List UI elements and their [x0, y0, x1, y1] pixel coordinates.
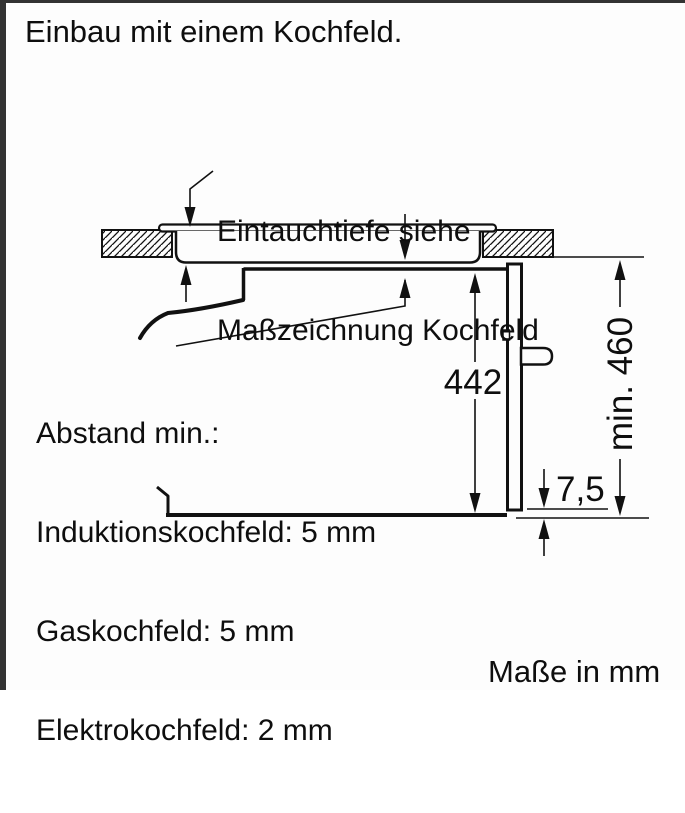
- dimension-label-442: 442: [443, 363, 503, 402]
- clearance-item-gas: Gaskochfeld: 5 mm: [36, 615, 295, 648]
- immersion-note-line1: Eintauchtiefe siehe: [217, 215, 471, 248]
- units-note: Maße in mm: [488, 654, 661, 689]
- worktop-left-section: [102, 230, 172, 257]
- clearance-title: Abstand min.:: [36, 417, 220, 450]
- dimension-label-7-5: 7,5: [556, 470, 605, 509]
- clearance-item-induction: Induktionskochfeld: 5 mm: [36, 516, 377, 549]
- clearance-note: [36, 351, 376, 813]
- immersion-note-line2: Maßzeichnung Kochfeld: [217, 314, 539, 347]
- clearance-item-electric: Elektrokochfeld: 2 mm: [36, 714, 333, 747]
- dimension-label-min-460: min. 460: [601, 316, 640, 452]
- page-title: Einbau mit einem Kochfeld.: [25, 14, 403, 49]
